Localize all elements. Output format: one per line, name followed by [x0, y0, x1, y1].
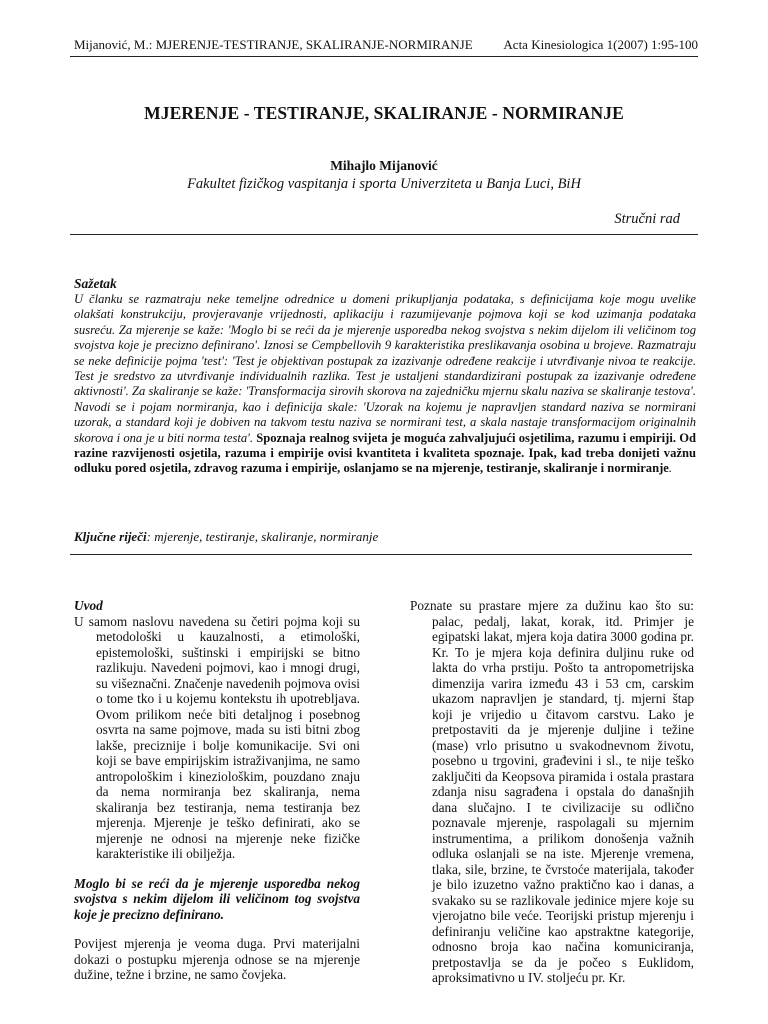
definition-emphasis: Moglo bi se reći da je mjerenje usporedba nekog svojstva s nekim dijelom ili veličinom tog svojstva koje je precizno definirano. — [74, 875, 360, 922]
author-affiliation: Fakultet fizičkog vaspitanja i sporta Univerziteta u Banja Luci, BiH — [187, 176, 581, 192]
abstract-conclusion: Spoznaja realnog svijeta je moguća zahvaljujući osjetilima, razumu i empiriji. Od razine razvijenosti osjetila, razuma i empirije ovisi kvantiteta i kvaliteta spoznaje. Ipak, kad treba donijeti važnu odluku pored osjetila, zdravog razuma i empirije, oslanjamo se na mjerenje, testiranje, skaliranje i normiranje — [74, 430, 696, 476]
keywords-separator: : — [146, 529, 155, 544]
abstract-rule — [70, 554, 692, 555]
running-header-left: Mijanović, M.: MJERENJE-TESTIRANJE, SKALIRANJE-NORMIRANJE — [74, 37, 473, 52]
abstract-body — [74, 292, 696, 477]
keywords-text: mjerenje, testiranje, skaliranje, normiranje — [154, 529, 379, 544]
title-rule — [70, 234, 698, 235]
keywords-label: Ključne riječi — [74, 529, 147, 544]
paper-type: Stručni rad — [614, 211, 680, 227]
running-header-right: Acta Kinesiologica 1(2007) 1:95-100 — [503, 37, 698, 52]
author-name: Mihajlo Mijanović — [330, 158, 438, 173]
paper-title: MJERENJE - TESTIRANJE, SKALIRANJE - NORMIRANJE — [144, 103, 624, 123]
right-column — [410, 598, 694, 986]
header-rule — [70, 56, 698, 57]
keywords — [74, 529, 378, 545]
left-column — [74, 598, 360, 983]
abstract-heading: Sažetak — [74, 276, 117, 291]
measures-paragraph: Poznate su prastare mjere za dužinu kao što su: palac, pedalj, lakat, korak, itd. Primjer je egipatski lakat, mjera koja datira 3000 godina pr. Kr. To je mjera koja definira duljinu ruke od lakta do vrha prstiju. Pošto ta antropometrijska dimenzija varira između 43 i 53 cm, carskim ukazom napravljen je standard, tj. mjerni štap koji je vrijedio u čitavom carstvu. Lako je pretpostaviti da je mjerenje duljine i težine (mase) vrlo prisutno u svakodnevnom životu, posebno u trgovini, građevini i sl., te nije teško zaključiti da Keopsova piramida i ostala prastara zdanja nisu sagrađena i opstala do današnjih dana slučajno. I te civilizacije su odlično poznavale mjerenje, raspolagali su mjernim instrumentima, a prilikom donošenja važnih odluka oslanjali se na iste. Mjerenje vremena, tlaka, sile, brzine, te čvrstoće materijala, također je bilo izuzetno važno praktično kao i danas, a svakako su se razlikovale jedinice mjere koje su vjerojatno bile veće. Teorijski pristup mjerenju i definiranju veličine kao apstraktne kategorije, odnosno broja kao načina komuniciranja, pretpostavlja se da je počeo s Euklidom, aproksimativno u IV. stoljeću pr. Kr. — [410, 598, 694, 985]
intro-paragraph: U samom naslovu navedena su četiri pojma koji su metodološki u kauzalnosti, a etimološki, epistemološki, suštinski i empirijski se bitno razlikuju. Navedeni pojmovi, kao i mnogi drugi, su višeznačni. Značenje navedenih pojmova ovisi o tome tko i u kojemu kontekstu ih upotrebljava. Ovom prilikom neće biti detaljnog i posebnog osvrta na same pojmove, mada su isti bitni zbog lakše, preciznije i bolje komunikacije. Svi oni koji se bave empirijskim istraživanjima, ne samo antropološkim i kineziološkim, pouzdano znaju da nema normiranja bez skaliranja, nema skaliranja bez testiranja, nema testiranja bez mjerenja. Mjerenje je teško definirati, ako se mjerenje ne odnosi na mjerenje neke fizičke karakteristike ili obilježja. — [74, 613, 360, 861]
abstract-end: . — [668, 461, 673, 476]
section-heading-uvod: Uvod — [74, 598, 103, 613]
history-paragraph: Povijest mjerenja je veoma duga. Prvi materijalni dokazi o postupku mjerenja odnose se na mjerenje dužine, težne i brzine, ne samo čovjeka. — [74, 936, 360, 982]
abstract-text: U članku se razmatraju neke temeljne odrednice u domeni prikupljanja podataka, s definicijama koje mogu uvelike olakšati konstrukciju, provjeravanje vrijednosti, aplikaciju i razumijevanje pojmova koji se kod uzimanja podataka susreću. Za mjerenje se kaže: 'Moglo bi se reći da je mjerenje usporedba nekog svojstva s nekim dijelom ili veličinom tog svojstva koje je precizno definirano'. Iznosi se Cempbellovih 9 karakteristika preslikavanja osobina u brojeve. Razmatraju se neke definicije pojma 'test': 'Test je objektivan postupak za izazivanje određene reakcije i utvrđivanje nivoa te reakcije. Test je sredstvo za utvrđivanje individualnih razlika. Test je ustaljeni standardizirani postupak za izazivanje određene aktivnosti'. Za skaliranje se kaže: 'Transformacija sirovih skorova na zajedničku mjernu skalu naziva se skaliranje testova'. Navodi se i pojam normiranja, kao i definicija skale: 'Uzorak na kojemu je napravljen standard naziva se normirani uzorak, a standard koji je dobiven na takvom testu naziva se normirani test, a skala nastaje transformacijom originalnih skorova i ona je u biti norma testa'. — [74, 292, 696, 445]
